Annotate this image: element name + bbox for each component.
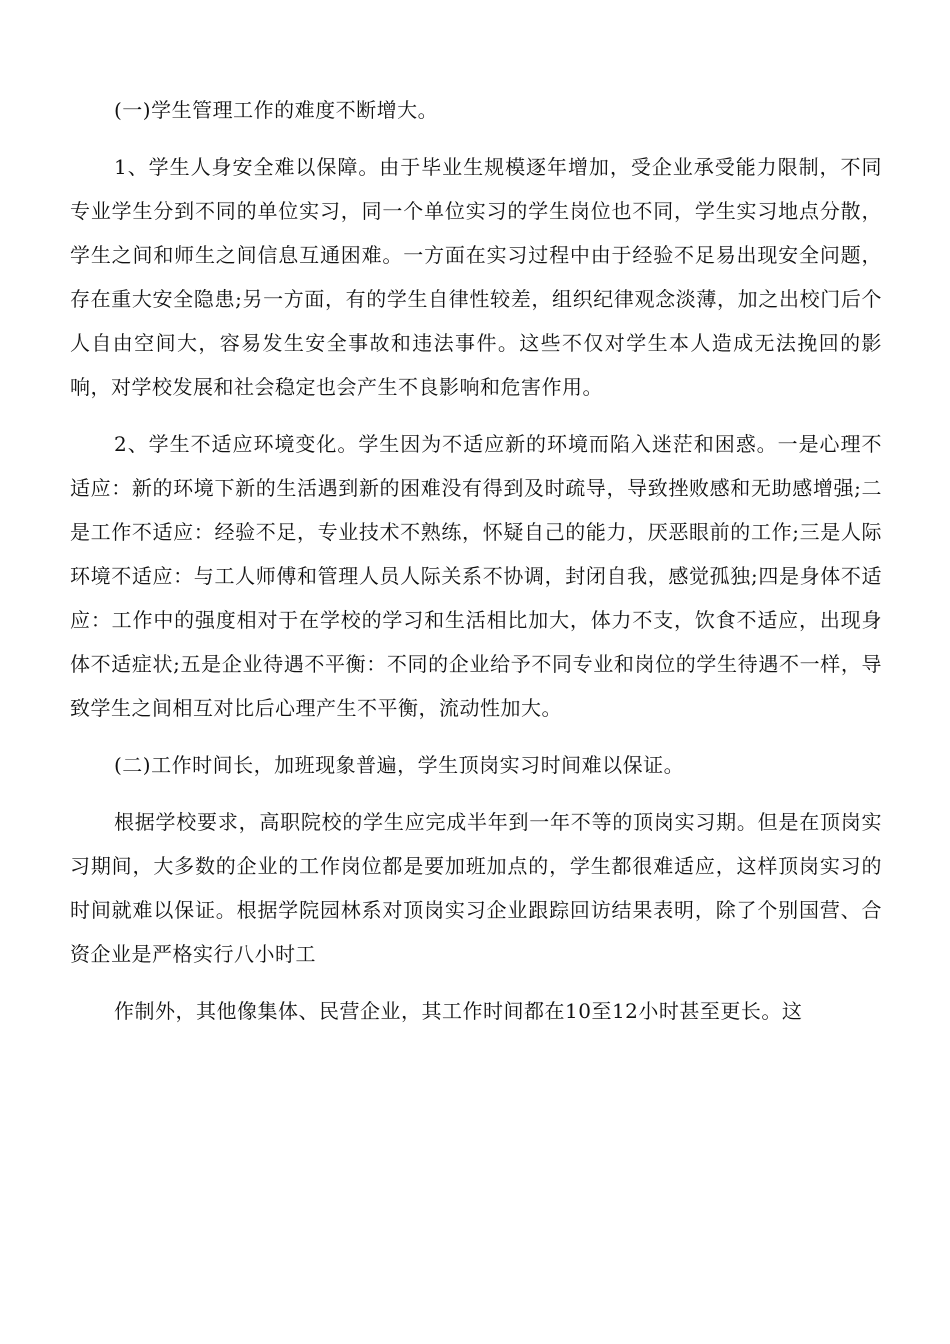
document-body bbox=[70, 88, 882, 1033]
section-heading-2: (二)工作时间长，加班现象普遍，学生顶岗实习时间难以保证。 bbox=[114, 753, 685, 777]
paragraph-student-safety: 1、学生人身安全难以保障。由于毕业生规模逐年增加，受企业承受能力限制，不同专业学生分到不同的单位实习，同一个单位实习的学生岗位也不同，学生实习地点分散，学生之间和师生之间信息互通困难。一方面在实习过程中由于经验不足易出现安全问题，存在重大安全隐患;另一方面，有的学生自律性较差，组织纪律观念淡薄，加之出校门后个人自由空间大，容易发生安全事故和违法事件。这些不仅对学生本人造成无法挽回的影响，对学校发展和社会稳定也会产生不良影响和危害作用。 bbox=[70, 155, 882, 399]
paragraph-internship-time: 根据学校要求，高职院校的学生应完成半年到一年不等的顶岗实习期。但是在顶岗实习期间，大多数的企业的工作岗位都是要加班加点的，学生都很难适应，这样顶岗实习的时间就难以保证。根据学院园林系对顶岗实习企业跟踪回访结果表明，除了个别国营、合资企业是严格实行八小时工 bbox=[70, 810, 882, 966]
paragraph-working-hours: 作制外，其他像集体、民营企业，其工作时间都在10至12小时甚至更长。这 bbox=[114, 999, 803, 1023]
paragraph-environment-adaptation: 2、学生不适应环境变化。学生因为不适应新的环境而陷入迷茫和困惑。一是心理不适应：新的环境下新的生活遇到新的困难没有得到及时疏导，导致挫败感和无助感增强;二是工作不适应：经验不足，专业技术不熟练，怀疑自己的能力，厌恶眼前的工作;三是人际环境不适应：与工人师傅和管理人员人际关系不协调，封闭自我，感觉孤独;四是身体不适应：工作中的强度相对于在学校的学习和生活相比加大，体力不支，饮食不适应，出现身体不适症状;五是企业待遇不平衡：不同的企业给予不同专业和岗位的学生待遇不一样，导致学生之间相互对比后心理产生不平衡，流动性加大。 bbox=[70, 432, 882, 720]
section-heading-1: (一)学生管理工作的难度不断增大。 bbox=[114, 98, 439, 122]
